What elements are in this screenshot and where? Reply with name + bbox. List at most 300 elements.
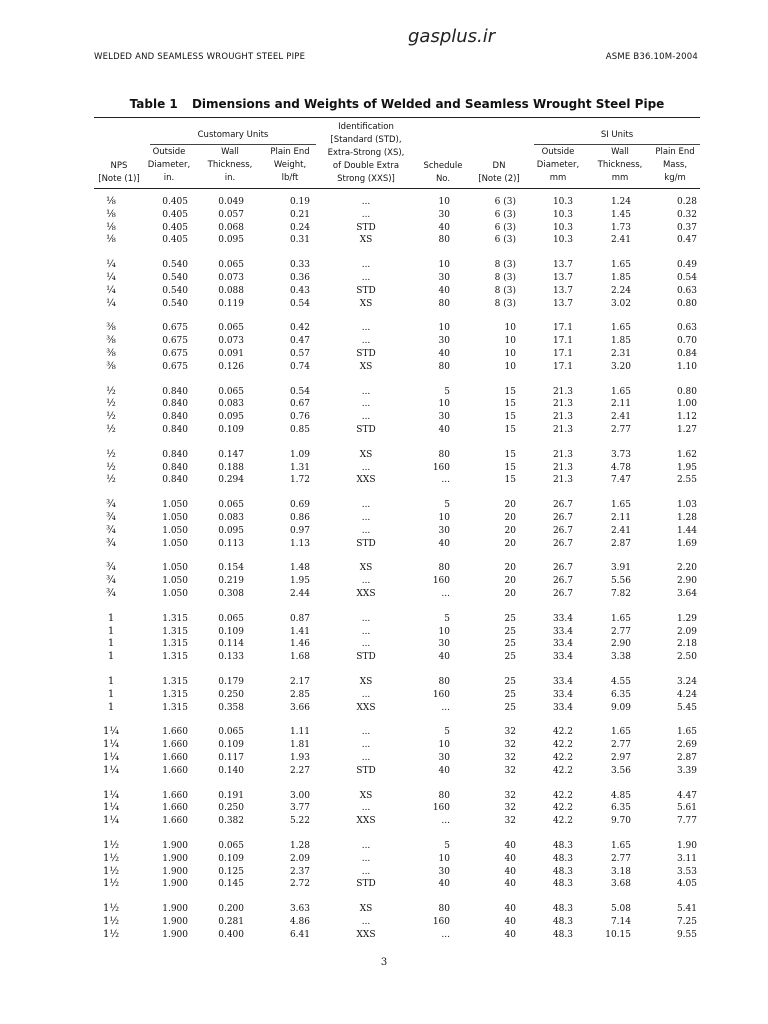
column-header-line: of Double Extra [332, 161, 400, 171]
cell-od-in: 1.050 [162, 525, 188, 536]
cell-wt-mm: 2.24 [610, 285, 631, 296]
cell-identification: ... [361, 626, 371, 637]
table-title [94, 97, 700, 111]
cell-wt-mm: 2.31 [610, 349, 631, 359]
cell-od-mm: 17.1 [552, 323, 573, 334]
cell-schedule: 30 [438, 525, 450, 536]
cell-pe-lb: 0.69 [289, 500, 310, 511]
cell-pe-lb: 0.42 [289, 323, 310, 334]
cell-wt-in: 0.358 [218, 702, 244, 713]
cell-nps: ¼ [106, 259, 116, 271]
cell-dn: 15 [504, 425, 516, 435]
running-header-left: WELDED AND SEAMLESS WROUGHT STEEL PIPE [94, 52, 306, 62]
cell-pe-lb: 6.41 [289, 929, 310, 940]
cell-dn: 32 [504, 790, 516, 801]
cell-dn: 40 [504, 866, 516, 877]
cell-wt-mm: 1.65 [610, 500, 631, 511]
cell-identification: XXS [356, 475, 376, 486]
cell-identification: STD [356, 425, 376, 435]
cell-pe-lb: 0.67 [289, 399, 310, 410]
cell-dn: 20 [504, 525, 516, 536]
cell-identification: ... [361, 866, 371, 877]
cell-identification: ... [361, 613, 371, 624]
cell-wt-mm: 4.78 [610, 462, 631, 473]
cell-pe-lb: 1.13 [289, 538, 310, 549]
cell-identification: STD [356, 285, 376, 296]
cell-od-mm: 33.4 [552, 689, 573, 700]
cell-pe-lb: 1.95 [289, 576, 310, 587]
cell-nps: ⅛ [106, 196, 116, 207]
cell-od-mm: 26.7 [552, 563, 573, 574]
cell-nps: 1 [107, 701, 115, 713]
cell-pe-lb: 0.21 [289, 209, 310, 220]
cell-od-mm: 13.7 [552, 260, 573, 271]
cell-od-in: 1.660 [162, 740, 188, 751]
cell-dn: 32 [504, 816, 516, 827]
cell-schedule: 80 [438, 361, 450, 372]
column-header-wt-mm [590, 146, 650, 185]
cell-wt-mm: 5.08 [610, 904, 631, 915]
cell-od-in: 0.840 [162, 462, 188, 473]
cell-identification: ... [361, 803, 371, 814]
cell-nps: ½ [106, 461, 116, 473]
cell-od-mm: 42.2 [552, 765, 573, 776]
cell-dn: 6 (3) [494, 222, 516, 233]
cell-wt-in: 0.188 [218, 462, 244, 473]
running-header-right: ASME B36.10M-2004 [605, 52, 698, 62]
cell-identification: STD [356, 222, 376, 233]
cell-schedule: 80 [438, 904, 450, 915]
cell-wt-mm: 2.41 [610, 525, 631, 536]
cell-pe-kg: 1.03 [676, 500, 697, 511]
cell-od-in: 0.540 [162, 260, 188, 271]
cell-pe-kg: 2.18 [676, 639, 697, 650]
cell-od-mm: 48.3 [552, 853, 573, 864]
cell-od-mm: 33.4 [552, 652, 573, 663]
cell-wt-in: 0.065 [218, 260, 244, 271]
cell-nps: ¼ [106, 297, 116, 309]
cell-wt-in: 0.065 [218, 323, 244, 334]
cell-od-in: 0.840 [162, 425, 188, 435]
table-title-text: Dimensions and Weights of Welded and Seamless Wrought Steel Pipe [191, 97, 665, 111]
cell-nps: 1¼ [102, 726, 120, 738]
cell-identification: ... [361, 323, 371, 334]
cell-schedule: ... [441, 929, 450, 940]
cell-od-in: 1.900 [162, 879, 188, 890]
cell-schedule: 30 [438, 753, 450, 763]
cell-wt-in: 0.250 [218, 803, 244, 814]
cell-nps: ½ [106, 474, 116, 486]
cell-schedule: 40 [438, 879, 450, 890]
cell-pe-kg: 0.49 [676, 260, 697, 271]
cell-od-in: 1.050 [162, 589, 188, 599]
cell-dn: 40 [504, 904, 516, 915]
column-header-line: Wall [611, 147, 629, 157]
cell-dn: 10 [504, 323, 516, 334]
cell-od-mm: 21.3 [552, 412, 573, 423]
cell-identification: ... [361, 273, 371, 283]
cell-od-in: 0.405 [162, 235, 188, 246]
cell-od-in: 1.315 [162, 613, 188, 624]
cell-dn: 20 [504, 538, 516, 549]
cell-nps: 1 [107, 638, 115, 650]
cell-dn: 10 [504, 349, 516, 359]
cell-schedule: 5 [444, 386, 450, 397]
cell-wt-in: 0.068 [218, 222, 244, 233]
cell-pe-kg: 5.45 [676, 702, 697, 713]
cell-od-mm: 48.3 [552, 917, 573, 927]
cell-wt-in: 0.065 [218, 727, 244, 738]
cell-pe-kg: 0.47 [676, 235, 697, 246]
cell-od-mm: 13.7 [552, 285, 573, 296]
cell-dn: 32 [504, 803, 516, 814]
cell-od-mm: 10.3 [552, 197, 573, 207]
cell-wt-mm: 2.90 [610, 639, 631, 650]
watermark: gasplus.ir [408, 26, 496, 47]
cell-nps: ⅛ [106, 234, 116, 246]
cell-wt-in: 0.200 [218, 904, 244, 915]
cell-pe-kg: 3.53 [676, 866, 697, 877]
cell-dn: 20 [504, 563, 516, 574]
cell-od-in: 1.050 [162, 538, 188, 549]
cell-identification: XXS [356, 816, 376, 827]
cell-wt-mm: 2.77 [610, 626, 631, 637]
group-header-si: SI Units [600, 130, 634, 140]
cell-wt-in: 0.109 [218, 740, 244, 751]
column-header-line: No. [435, 174, 451, 184]
cell-wt-mm: 1.65 [610, 613, 631, 624]
cell-od-in: 1.900 [162, 866, 188, 877]
cell-wt-in: 0.057 [218, 209, 244, 220]
cell-schedule: 160 [432, 917, 450, 927]
cell-schedule: 30 [438, 209, 450, 220]
cell-od-in: 1.050 [162, 563, 188, 574]
cell-pe-kg: 4.05 [676, 879, 697, 890]
cell-pe-lb: 1.41 [289, 626, 310, 637]
cell-dn: 40 [504, 929, 516, 940]
cell-nps: 1¼ [102, 789, 120, 801]
cell-pe-kg: 4.24 [676, 689, 697, 700]
cell-wt-in: 0.133 [218, 652, 244, 663]
cell-nps: ⅜ [106, 360, 116, 372]
cell-wt-mm: 2.87 [610, 538, 631, 549]
cell-dn: 40 [504, 917, 516, 927]
table-number: Table 1 [129, 97, 178, 111]
cell-pe-lb: 3.77 [289, 803, 310, 814]
cell-wt-in: 0.219 [218, 576, 244, 587]
cell-dn: 20 [504, 576, 516, 587]
column-header-line: in. [163, 173, 175, 183]
cell-nps: 1¼ [102, 752, 120, 763]
cell-pe-kg: 1.10 [676, 361, 697, 372]
cell-schedule: ... [441, 702, 450, 713]
cell-pe-kg: 0.70 [676, 336, 697, 347]
cell-dn: 40 [504, 853, 516, 864]
group-rule-si [534, 144, 700, 145]
cell-od-mm: 21.3 [552, 399, 573, 410]
group-rule-customary [150, 144, 316, 145]
cell-od-in: 1.900 [162, 904, 188, 915]
cell-wt-mm: 7.14 [610, 917, 631, 927]
cell-pe-lb: 2.72 [289, 879, 310, 890]
cell-nps: 1½ [102, 840, 120, 851]
cell-wt-in: 0.382 [218, 816, 244, 827]
cell-wt-mm: 2.11 [610, 399, 631, 410]
cell-schedule: 30 [438, 412, 450, 423]
cell-pe-kg: 1.27 [676, 425, 697, 435]
cell-dn: 25 [504, 677, 516, 687]
cell-identification: ... [361, 412, 371, 423]
column-header-dn [474, 160, 524, 186]
cell-wt-mm: 7.82 [610, 589, 631, 599]
cell-identification: XS [359, 361, 373, 372]
column-header-line: [Standard (STD), [330, 135, 402, 145]
cell-od-mm: 48.3 [552, 866, 573, 877]
cell-wt-in: 0.294 [218, 475, 244, 486]
cell-od-mm: 21.3 [552, 386, 573, 397]
cell-od-mm: 13.7 [552, 273, 573, 283]
cell-pe-kg: 5.61 [676, 803, 697, 814]
cell-od-mm: 42.2 [552, 727, 573, 738]
column-header-line: in. [224, 173, 236, 183]
cell-nps: ⅛ [106, 221, 116, 233]
cell-wt-in: 0.147 [218, 449, 244, 460]
column-header-line: [Note (2)] [478, 174, 520, 184]
cell-nps: 1½ [102, 928, 120, 940]
cell-od-mm: 21.3 [552, 449, 573, 460]
cell-wt-mm: 1.65 [610, 841, 631, 851]
cell-identification: XS [359, 790, 373, 801]
cell-wt-in: 0.140 [218, 765, 244, 776]
cell-dn: 20 [504, 513, 516, 523]
cell-pe-kg: 0.28 [676, 197, 697, 207]
cell-wt-in: 0.125 [218, 866, 244, 877]
cell-od-mm: 10.3 [552, 209, 573, 220]
cell-wt-in: 0.095 [218, 412, 244, 423]
cell-od-in: 0.840 [162, 449, 188, 460]
cell-dn: 25 [504, 702, 516, 713]
cell-wt-in: 0.117 [218, 753, 244, 763]
column-header-line: Outside [541, 147, 575, 157]
cell-od-mm: 42.2 [552, 753, 573, 763]
cell-wt-in: 0.113 [218, 538, 244, 549]
cell-od-in: 0.405 [162, 222, 188, 233]
cell-pe-kg: 1.44 [676, 525, 697, 536]
cell-schedule: 40 [438, 285, 450, 296]
cell-pe-kg: 2.87 [676, 753, 697, 763]
cell-schedule: 5 [444, 500, 450, 511]
column-header-line: kg/m [664, 173, 686, 183]
cell-pe-kg: 2.55 [676, 475, 697, 486]
cell-identification: ... [361, 336, 371, 347]
cell-schedule: 80 [438, 677, 450, 687]
cell-pe-lb: 1.28 [289, 841, 310, 851]
cell-dn: 25 [504, 626, 516, 637]
cell-pe-kg: 7.25 [676, 917, 697, 927]
cell-schedule: ... [441, 589, 450, 599]
cell-schedule: 160 [432, 462, 450, 473]
cell-pe-lb: 1.93 [289, 753, 310, 763]
cell-od-in: 1.660 [162, 803, 188, 814]
cell-nps: 1½ [102, 878, 120, 890]
cell-wt-in: 0.145 [218, 879, 244, 890]
cell-schedule: 40 [438, 652, 450, 663]
cell-identification: ... [361, 639, 371, 650]
cell-od-in: 1.315 [162, 677, 188, 687]
cell-pe-lb: 3.66 [289, 702, 310, 713]
cell-identification: ... [361, 917, 371, 927]
cell-schedule: 30 [438, 273, 450, 283]
group-header-customary: Customary Units [197, 130, 269, 140]
cell-wt-mm: 3.02 [610, 298, 631, 309]
cell-wt-mm: 1.73 [610, 222, 631, 233]
cell-wt-mm: 1.65 [610, 386, 631, 397]
cell-pe-kg: 2.20 [676, 563, 697, 574]
cell-wt-mm: 1.65 [610, 727, 631, 738]
cell-dn: 15 [504, 449, 516, 460]
cell-schedule: 40 [438, 538, 450, 549]
cell-pe-kg: 1.90 [676, 841, 697, 851]
cell-wt-mm: 1.65 [610, 260, 631, 271]
cell-od-mm: 33.4 [552, 613, 573, 624]
cell-od-in: 0.675 [162, 361, 188, 372]
cell-od-in: 0.675 [162, 336, 188, 347]
cell-dn: 8 (3) [494, 260, 516, 271]
cell-wt-mm: 4.85 [610, 790, 631, 801]
cell-od-in: 1.660 [162, 753, 188, 763]
cell-identification: XXS [356, 702, 376, 713]
cell-dn: 40 [504, 879, 516, 890]
cell-wt-mm: 3.68 [610, 879, 631, 890]
cell-pe-kg: 3.24 [676, 677, 697, 687]
cell-od-mm: 21.3 [552, 425, 573, 435]
cell-identification: XS [359, 677, 373, 687]
cell-wt-in: 0.126 [218, 361, 244, 372]
column-header-line: DN [492, 161, 506, 171]
cell-dn: 32 [504, 753, 516, 763]
cell-pe-kg: 0.84 [676, 349, 697, 359]
cell-identification: ... [361, 386, 371, 397]
cell-wt-mm: 2.11 [610, 513, 631, 523]
cell-od-in: 0.840 [162, 412, 188, 423]
cell-od-in: 0.405 [162, 197, 188, 207]
cell-schedule: 30 [438, 639, 450, 650]
column-header-line: mm [549, 173, 567, 183]
cell-nps: ½ [106, 448, 116, 460]
cell-pe-lb: 1.09 [289, 449, 310, 460]
cell-wt-in: 0.073 [218, 273, 244, 283]
cell-wt-in: 0.065 [218, 500, 244, 511]
cell-wt-mm: 2.77 [610, 853, 631, 864]
cell-identification: ... [361, 399, 371, 410]
cell-od-mm: 13.7 [552, 298, 573, 309]
cell-od-mm: 33.4 [552, 677, 573, 687]
cell-pe-kg: 0.37 [676, 222, 697, 233]
cell-wt-in: 0.088 [218, 285, 244, 296]
cell-pe-kg: 7.77 [676, 816, 697, 827]
cell-nps: 1½ [102, 916, 120, 927]
cell-od-in: 1.315 [162, 652, 188, 663]
cell-wt-mm: 2.41 [610, 235, 631, 246]
cell-od-mm: 21.3 [552, 475, 573, 486]
cell-wt-in: 0.091 [218, 349, 244, 359]
column-header-identification [320, 121, 412, 186]
cell-nps: ½ [106, 424, 116, 435]
cell-wt-in: 0.191 [218, 790, 244, 801]
cell-pe-lb: 2.09 [289, 853, 310, 864]
cell-od-mm: 33.4 [552, 626, 573, 637]
cell-identification: ... [361, 576, 371, 587]
cell-wt-in: 0.109 [218, 626, 244, 637]
column-header-wt-in [200, 146, 260, 185]
cell-wt-mm: 4.55 [610, 677, 631, 687]
cell-schedule: 80 [438, 790, 450, 801]
cell-dn: 15 [504, 399, 516, 410]
cell-wt-in: 0.049 [218, 197, 244, 207]
cell-wt-in: 0.154 [218, 563, 244, 574]
cell-wt-mm: 7.47 [610, 475, 631, 486]
cell-dn: 32 [504, 727, 516, 738]
cell-schedule: 10 [438, 399, 450, 410]
cell-wt-in: 0.281 [218, 917, 244, 927]
cell-dn: 10 [504, 361, 516, 372]
cell-wt-in: 0.250 [218, 689, 244, 700]
cell-wt-in: 0.095 [218, 525, 244, 536]
cell-dn: 15 [504, 475, 516, 486]
column-header-schedule [414, 160, 472, 186]
cell-pe-lb: 0.86 [289, 513, 310, 523]
cell-schedule: 160 [432, 576, 450, 587]
cell-wt-in: 0.114 [218, 639, 244, 650]
cell-schedule: 160 [432, 689, 450, 700]
cell-pe-lb: 1.11 [289, 727, 310, 738]
cell-pe-lb: 0.87 [289, 613, 310, 624]
cell-dn: 32 [504, 740, 516, 751]
cell-od-in: 1.315 [162, 702, 188, 713]
cell-pe-kg: 0.54 [676, 273, 697, 283]
cell-od-mm: 26.7 [552, 500, 573, 511]
cell-wt-mm: 6.35 [610, 803, 631, 814]
cell-pe-lb: 1.68 [289, 652, 310, 663]
cell-wt-mm: 3.18 [610, 866, 631, 877]
cell-wt-mm: 3.73 [610, 449, 631, 460]
cell-schedule: 40 [438, 425, 450, 435]
cell-pe-kg: 3.64 [676, 589, 697, 599]
cell-pe-lb: 0.47 [289, 336, 310, 347]
cell-od-mm: 48.3 [552, 841, 573, 851]
cell-wt-in: 0.179 [218, 677, 244, 687]
cell-nps: 1 [107, 612, 115, 624]
column-header-line: Thickness, [207, 160, 253, 170]
column-header-line: [Note (1)] [98, 174, 140, 184]
cell-dn: 15 [504, 412, 516, 423]
cell-pe-kg: 0.80 [676, 298, 697, 309]
cell-od-in: 0.675 [162, 323, 188, 334]
cell-schedule: 30 [438, 866, 450, 877]
cell-identification: XS [359, 298, 373, 309]
column-header-nps [94, 160, 144, 186]
cell-identification: ... [361, 462, 371, 473]
cell-od-mm: 33.4 [552, 702, 573, 713]
cell-wt-mm: 1.65 [610, 323, 631, 334]
cell-identification: XXS [356, 929, 376, 940]
cell-pe-kg: 0.32 [676, 209, 697, 220]
cell-pe-kg: 1.00 [676, 399, 697, 410]
cell-pe-kg: 5.41 [676, 904, 697, 915]
cell-wt-in: 0.308 [218, 589, 244, 599]
cell-schedule: 10 [438, 513, 450, 523]
cell-pe-lb: 5.22 [289, 816, 310, 827]
